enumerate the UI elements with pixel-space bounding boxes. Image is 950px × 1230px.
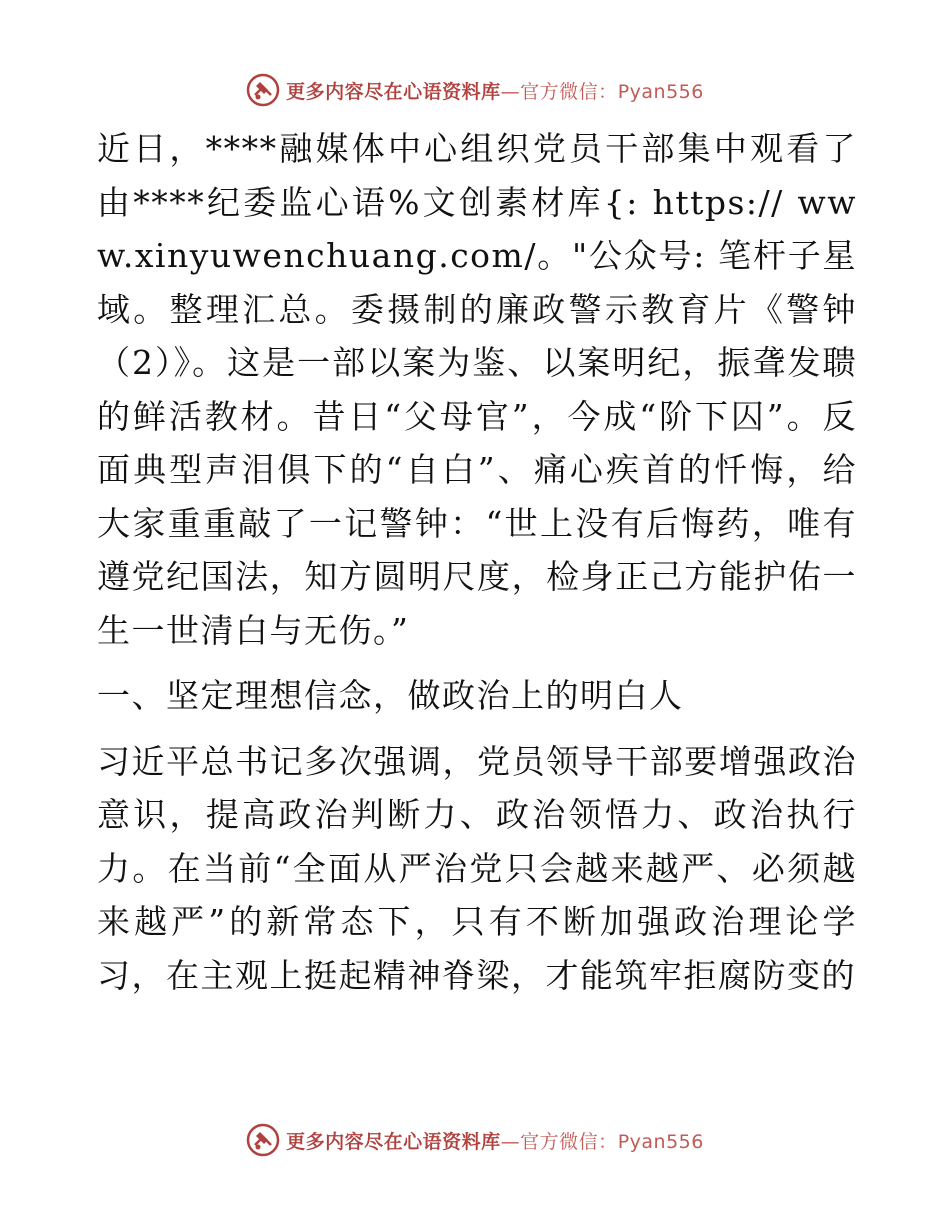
paragraph-intro: 近日，****融媒体中心组织党员干部集中观看了由****纪委监心语%文创素材库{: https:// www.xinyuwenchuang.com/。"公众号: 笔杆子星域。整理汇总。委摄制的廉政警示教育片《警钟（2）》。这是一部以案为鉴、以案明纪，振聋发聩的鲜活教材。昔日“父母官”，今成“阶下囚”。反面典型声泪俱下的“自白”、痛心疾首的忏悔，给大家重重敲了一记警钟：“世上没有后悔药，唯有遵党纪国法，知方圆明尺度，检身正己方能护佑一生一世清白与无伤。”: [97, 129, 857, 650]
footer-banner: [0, 1120, 950, 1160]
header-brand: [286, 77, 704, 104]
footer-brand-text: 更多内容尽在心语资料库: [286, 1130, 501, 1153]
book-pen-logo-icon: [246, 73, 280, 107]
header-separator: —: [500, 80, 521, 103]
document-body: [97, 122, 857, 1002]
footer-contact-label: 官方微信：: [520, 1130, 618, 1153]
footer-brand: [286, 1127, 704, 1154]
book-pen-logo-icon: [246, 1123, 280, 1157]
header-wechat-id: Pyan556: [617, 80, 704, 103]
footer-wechat-id: Pyan556: [617, 1130, 704, 1153]
section-heading-1: 一、坚定理想信念，做政治上的明白人: [97, 676, 684, 715]
footer-separator: —: [500, 1130, 521, 1153]
header-brand-text: 更多内容尽在心语资料库: [286, 80, 501, 103]
paragraph-section-1: 习近平总书记多次强调，党员领导干部要增强政治意识，提高政治判断力、政治领悟力、政治执行力。在当前“全面从严治党只会越来越严、必须越来越严”的新常态下，只有不断加强政治理论学习，在主观上挺起精神脊梁，才能筑牢拒腐防变的: [97, 741, 857, 995]
header-contact-label: 官方微信：: [520, 80, 618, 103]
header-banner: [0, 70, 950, 110]
